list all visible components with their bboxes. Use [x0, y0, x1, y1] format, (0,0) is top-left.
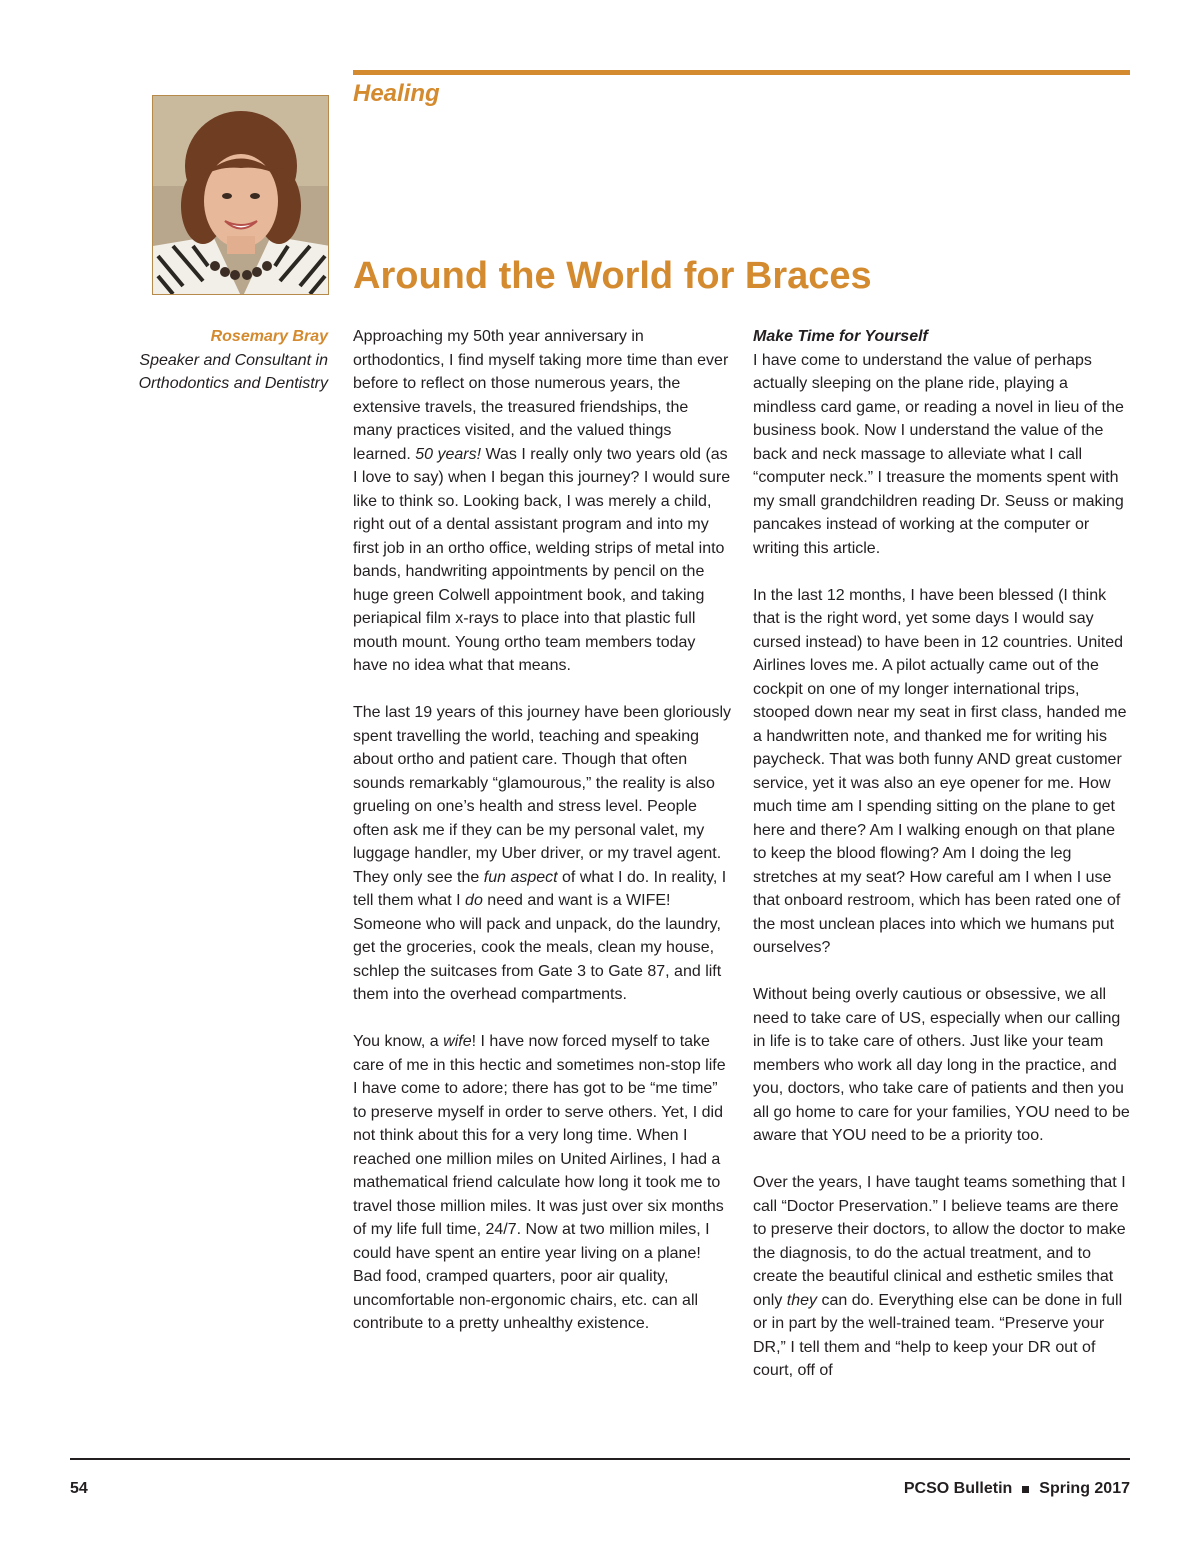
footer-publication: [904, 1480, 1130, 1498]
square-bullet-icon: [1022, 1486, 1029, 1493]
author-role-line1: Speaker and Consultant in: [139, 351, 328, 369]
footer-rule: [70, 1458, 1130, 1460]
paragraph: I have come to understand the value of perhaps actually sleeping on the plane ride, playing a mindless card game, or reading a novel in lieu of the business book. Now I understand the value of the back and neck massage to alleviate what I call “computer neck.” I treasure the moments spent with my small grandchildren reading Dr. Seuss or making pancakes instead of working at the computer or writing this article.: [753, 351, 1124, 557]
paragraph: In the last 12 months, I have been blessed (I think that is the right word, yet some days I would say cursed instead) to have been in 12 countries. United Airlines loves me. A pilot actually came out of the cockpit on one of my longer international trips, stooped down near my seat in first class, handed me a handwritten note, and thanked me for writing his paycheck. That was both funny AND great customer service, yet it was also an eye opener for me. How much time am I spending sitting on the plane to get here and there? Am I walking enough on that plane to keep the blood flowing? Am I doing the leg stretches at my seat? How careful am I when I use that onboard restroom, which has been rated one of the most unclean places into which we humans put ourselves?: [753, 586, 1127, 956]
subheading: Make Time for Yourself: [753, 328, 928, 345]
body-column-2: [753, 325, 1131, 1383]
top-rule: [353, 70, 1130, 75]
paragraph: Approaching my 50th year anniversary in orthodontics, I find myself taking more time than ever before to reflect on those numerous years, the extensive travels, the treasured friendships, the many practices visited, and the valued things learned. 50 years! Was I really only two years old (as I love to say) when I began this journey? I would sure like to think so. Looking back, I was merely a child, right out of a dental assistant program and into my first job in an ortho office, welding strips of metal into bands, handwriting appointments by pencil on the huge green Colwell appointment book, and taking periapical film x-rays to place into that plastic full mouth mount. Young ortho team members today have no idea what that means.: [353, 328, 731, 674]
author-role-line2: Orthodontics and Dentistry: [138, 375, 328, 392]
paragraph: The last 19 years of this journey have been gloriously spent travelling the world, teaching and speaking about ortho and patient care. Though that often sounds remarkably “glamourous,” the reality is also grueling on one’s health and stress level. People often ask me if they can be my personal valet, my luggage handler, my Uber driver, or my travel agent. They only see the fun aspect of what I do. In reality, I tell them what I do need and want is a WIFE! Someone who will pack and unpack, do the laundry, get the groceries, cook the meals, clean my house, schlep the suitcases from Gate 3 to Gate 87, and lift them into the overhead compartments.: [353, 704, 731, 1003]
page-number: 54: [70, 1480, 88, 1497]
author-portrait-image: [153, 96, 329, 295]
body-column-1: [353, 325, 731, 1336]
author-name: Rosemary Bray: [210, 328, 328, 345]
paragraph: You know, a wife! I have now forced myself to take care of me in this hectic and sometimes non-stop life I have come to adore; there has got to be “me time” to preserve myself in order to serve others. Yet, I did not think about this for a very long time. When I reached one million miles on United Airlines, I had a mathematical friend calculate how long it took me to travel those million miles. It was just over six months of my life full time, 24/7. Now at two million miles, I could have spent an entire year living on a plane! Bad food, cramped quarters, poor air quality, uncomfortable non-ergonomic chairs, etc. can all contribute to a pretty unhealthy existence.: [353, 1033, 726, 1332]
author-photo: [152, 95, 329, 295]
paragraph: Without being overly cautious or obsessive, we all need to take care of US, especially when our calling in life is to take care of others. Just like your team members who work all day long in the practice, and you, doctors, who take care of patients and then you all go home to care for your families, YOU need to be aware that YOU need to be a priority too.: [753, 986, 1130, 1144]
author-byline: [60, 325, 328, 396]
issue-date: Spring 2017: [1039, 1480, 1130, 1497]
article-title: Around the World for Braces: [353, 255, 872, 297]
paragraph: Over the years, I have taught teams something that I call “Doctor Preservation.” I believe teams are there to preserve their doctors, to allow the doctor to make the diagnosis, to do the actual treatment, and to create the beautiful clinical and esthetic smiles that only they can do. Everything else can be done in full or in part by the well-trained team. “Preserve your DR,” I tell them and “help to keep your DR out of court, off of: [753, 1174, 1126, 1379]
section-label: Healing: [353, 80, 440, 107]
publication-name: PCSO Bulletin: [903, 1480, 1013, 1497]
